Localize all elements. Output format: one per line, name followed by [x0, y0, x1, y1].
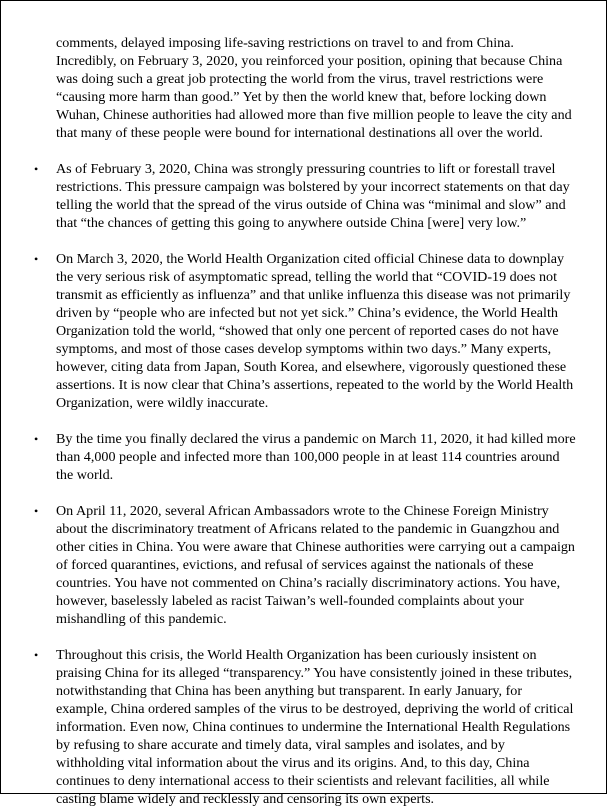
- document-body: [34, 34, 576, 808]
- bullet-text: Throughout this crisis, the World Health Organization has been curiously insistent on praising China for its alleged “transparency.” You have consistently joined in these tributes, notwithstanding that China has been anything but transparent. In early January, for example, China ordered samples of the virus to be destroyed, depriving the world of critical information. Even now, China continues to undermine the International Health Regulations by refusing to share accurate and timely data, viral samples and isolates, and by withholding vital information about the virus and its origins. And, to this day, China continues to deny international access to their scientists and relevant facilities, all while casting blame widely and recklessly and censoring its own experts.: [56, 647, 574, 807]
- bullet-item-asymptomatic-spread: [34, 250, 576, 412]
- bullet-icon: •: [34, 252, 39, 266]
- bullet-icon: •: [34, 648, 39, 662]
- bullet-text: On April 11, 2020, several African Ambassadors wrote to the Chinese Foreign Ministry about the discriminatory treatment of Africans related to the pandemic in Guangzhou and other cities in China. You were aware that Chinese authorities were carrying out a campaign of forced quarantines, evictions, and refusal of services against the nationals of these countries. You have not commented on China’s racially discriminatory actions. You have, however, baselessly labeled as racist Taiwan’s well-founded complaints about your mishandling of this pandemic.: [56, 503, 575, 627]
- bullet-text: By the time you finally declared the virus a pandemic on March 11, 2020, it had killed more than 4,000 people and infected more than 100,000 people in at least 114 countries around the world.: [56, 431, 576, 483]
- bullet-item-transparency: [34, 646, 576, 808]
- bullet-text: On March 3, 2020, the World Health Organization cited official Chinese data to downplay the very serious risk of asymptomatic spread, telling the world that “COVID-19 does not transmit as efficiently as influenza” and that unlike influenza this disease was not primarily driven by “people who are infected but not yet sick.” China’s evidence, the World Health Organization told the world, “showed that only one percent of reported cases do not have symptoms, and most of those cases develop symptoms within two days.” Many experts, however, citing data from Japan, South Korea, and elsewhere, vigorously questioned these assertions. It is now clear that China’s assertions, repeated to the world by the World Health Organization, were wildly inaccurate.: [56, 251, 574, 411]
- bullet-item-pandemic-declaration: [34, 430, 576, 484]
- bullet-text: As of February 3, 2020, China was strongly pressuring countries to lift or forestall travel restrictions. This pressure campaign was bolstered by your incorrect statements on that day telling the world that the spread of the virus outside of China was “minimal and slow” and that “the chances of getting this going to anywhere outside China [were] very low.”: [56, 161, 570, 231]
- bullet-list: [34, 160, 576, 808]
- bullet-icon: •: [34, 504, 39, 518]
- bullet-item-african-ambassadors: [34, 502, 576, 628]
- bullet-item-travel-restrictions: [34, 160, 576, 232]
- bullet-icon: •: [34, 432, 39, 446]
- bullet-icon: •: [34, 162, 39, 176]
- continuation-paragraph: comments, delayed imposing life-saving restrictions on travel to and from China. Incredibly, on February 3, 2020, you reinforced your position, opining that because China was doing such a great job protecting the world from the virus, travel restrictions were “causing more harm than good.” Yet by then the world knew that, before locking down Wuhan, Chinese authorities had allowed more than five million people to leave the city and that many of these people were bound for international destinations all over the world.: [56, 35, 572, 141]
